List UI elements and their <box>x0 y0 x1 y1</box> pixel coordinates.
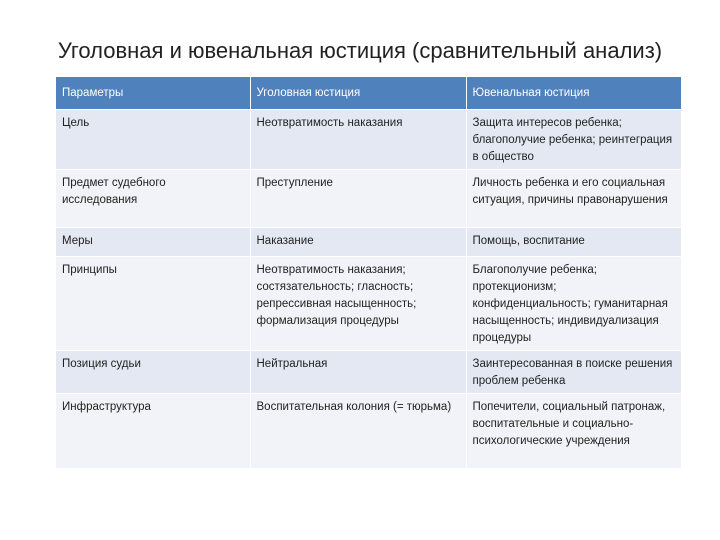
row-juvenile-value: Помощь, воспитание <box>466 228 681 257</box>
header-criminal-justice: Уголовная юстиция <box>250 77 466 110</box>
slide-title: Уголовная и ювенальная юстиция (сравнительный анализ) <box>57 38 663 63</box>
row-parameter: Принципы <box>56 257 250 351</box>
row-parameter: Цель <box>56 110 250 170</box>
row-parameter: Меры <box>56 228 250 257</box>
row-parameter: Инфраструктура <box>56 394 250 468</box>
row-criminal-value: Преступление <box>250 170 466 228</box>
header-parameters: Параметры <box>56 77 250 110</box>
row-parameter: Позиция судьи <box>56 351 250 394</box>
row-criminal-value: Воспитательная колония (= тюрьма) <box>250 394 466 468</box>
row-juvenile-value: Заинтересованная в поиске решения проблем ребенка <box>466 351 681 394</box>
row-criminal-value: Нейтральная <box>250 351 466 394</box>
table-row <box>56 351 681 394</box>
row-criminal-value: Неотвратимость наказания; состязательность; гласность; репрессивная насыщенность; формализация процедуры <box>250 257 466 351</box>
row-juvenile-value: Личность ребенка и его социальная ситуация, причины правонарушения <box>466 170 681 228</box>
table-row <box>56 110 681 170</box>
table-row <box>56 170 681 228</box>
table-header-row <box>56 77 681 110</box>
row-juvenile-value: Попечители, социальный патронаж, воспитательные и социально-психологические учреждения <box>466 394 681 468</box>
table-row <box>56 394 681 468</box>
header-juvenile-justice: Ювенальная юстиция <box>466 77 681 110</box>
row-criminal-value: Наказание <box>250 228 466 257</box>
table-row <box>56 228 681 257</box>
row-criminal-value: Неотвратимость наказания <box>250 110 466 170</box>
comparison-table <box>56 77 681 468</box>
row-juvenile-value: Благополучие ребенка; протекционизм; конфиденциальность; гуманитарная насыщенность; индивидуализация процедуры <box>466 257 681 351</box>
table-row <box>56 257 681 351</box>
row-juvenile-value: Защита интересов ребенка; благополучие ребенка; реинтеграция в общество <box>466 110 681 170</box>
row-parameter: Предмет судебного исследования <box>56 170 250 228</box>
